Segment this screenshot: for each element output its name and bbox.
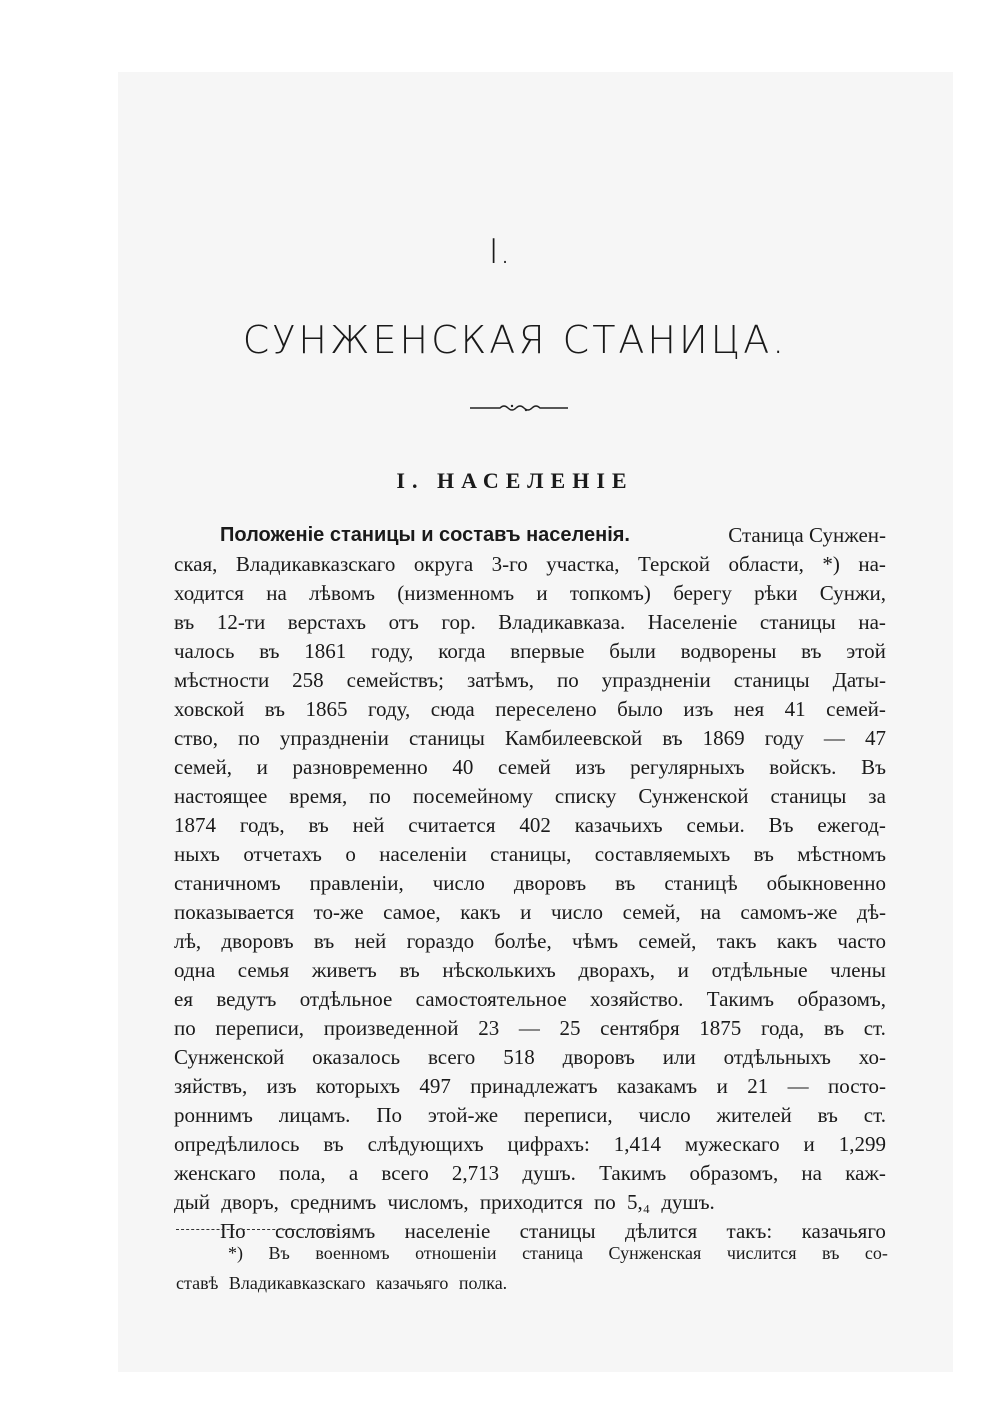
word: 2,713 xyxy=(451,1161,500,1185)
word: въ xyxy=(264,697,285,721)
word: Такимъ xyxy=(706,987,774,1011)
word: станицы xyxy=(408,726,485,750)
word: ство, xyxy=(174,726,219,750)
text-line xyxy=(174,956,886,985)
word: семей, xyxy=(638,929,697,953)
word: 40 xyxy=(452,755,474,779)
word: произведенной xyxy=(323,1016,459,1040)
word: Сунженской xyxy=(638,784,749,808)
word: дѣлится xyxy=(624,1219,698,1243)
word: по xyxy=(174,1016,196,1040)
word: и xyxy=(716,1074,728,1098)
word: посемейному xyxy=(412,784,533,808)
word: мужескаго xyxy=(684,1132,780,1156)
word: станицы, xyxy=(490,842,572,866)
text-line xyxy=(174,1130,886,1159)
word: числится xyxy=(726,1243,797,1263)
word: число xyxy=(550,900,604,924)
word: сословіямъ xyxy=(275,1219,376,1243)
word: ея xyxy=(174,987,193,1011)
word: какъ xyxy=(460,900,501,924)
word: 1865 xyxy=(305,697,348,721)
word: жителей xyxy=(716,1103,792,1127)
word: семействъ; xyxy=(346,668,444,692)
word: члены xyxy=(830,958,886,982)
word: настоящее xyxy=(174,784,268,808)
body-text xyxy=(174,521,886,1246)
word: семей, xyxy=(174,755,232,779)
word: женскаго xyxy=(174,1161,256,1185)
text-line xyxy=(174,550,886,579)
word: Въ xyxy=(861,755,886,779)
word: дворовъ xyxy=(562,1045,635,1069)
text-line xyxy=(174,695,886,724)
word: 12-ти xyxy=(216,610,266,634)
word: 518 xyxy=(503,1045,535,1069)
word: По xyxy=(376,1103,402,1127)
word: станицы xyxy=(519,1219,596,1243)
word: роннимъ xyxy=(174,1103,253,1127)
word: гораздо xyxy=(406,929,475,953)
word: на- xyxy=(858,552,886,576)
word: живетъ xyxy=(311,958,377,982)
word: отчетахъ xyxy=(243,842,322,866)
word: дворовъ xyxy=(513,871,587,895)
word: въ xyxy=(399,958,420,982)
word: и xyxy=(677,958,689,982)
word: Населеніе xyxy=(647,610,738,634)
subheading: Положеніе станицы и составъ населенія. xyxy=(220,524,630,546)
word: когда xyxy=(438,639,486,663)
word: станичномъ xyxy=(174,871,281,895)
text-line xyxy=(174,985,886,1014)
word: показывается xyxy=(174,900,295,924)
word: на xyxy=(700,900,721,924)
word: — xyxy=(823,726,845,750)
text-line xyxy=(174,579,886,608)
text-line xyxy=(174,608,886,637)
word: станица xyxy=(522,1243,584,1263)
word: сентября xyxy=(600,1016,680,1040)
word: болѣе, xyxy=(494,929,552,953)
ornament-divider xyxy=(470,401,568,415)
word: образомъ, xyxy=(797,987,886,1011)
word: отношеніи xyxy=(415,1243,497,1263)
word: лѣвомъ xyxy=(309,581,375,605)
word: станицы xyxy=(759,610,836,634)
text-line xyxy=(174,869,886,898)
word: то-же xyxy=(313,900,364,924)
word: рѣки xyxy=(754,581,798,605)
word: упраздненіи xyxy=(279,726,389,750)
word: изъ xyxy=(683,697,714,721)
text-line: дый дворъ, среднимъ числомъ, приходится по 5,₄ душъ. xyxy=(174,1190,715,1214)
text-line xyxy=(174,927,886,956)
footnote-line: ставѣ Владикавказскаго казачьяго полка. xyxy=(176,1273,508,1293)
text-line xyxy=(174,521,886,550)
footnote-line xyxy=(176,1238,888,1268)
word: мѣстности xyxy=(174,668,270,692)
word: на xyxy=(266,581,287,605)
word: ст. xyxy=(863,1103,886,1127)
word: и xyxy=(520,900,532,924)
word: каж- xyxy=(845,1161,886,1185)
word: считается xyxy=(408,813,496,837)
word: станицы xyxy=(770,784,847,808)
word: станицы xyxy=(733,668,810,692)
text-line xyxy=(174,637,886,666)
text-line xyxy=(174,1159,886,1188)
word: были xyxy=(609,639,656,663)
word: 1,299 xyxy=(838,1132,886,1156)
word: Сунжи, xyxy=(819,581,886,605)
word: въ xyxy=(323,1132,344,1156)
word: правленіи, xyxy=(309,871,404,895)
word: году, xyxy=(367,697,411,721)
word: году, xyxy=(371,639,414,663)
word: списку xyxy=(554,784,617,808)
word: 1,414 xyxy=(613,1132,661,1156)
word: въ xyxy=(662,726,683,750)
word: и xyxy=(256,755,268,779)
word: 47 xyxy=(864,726,886,750)
word: зяйствъ, xyxy=(174,1074,248,1098)
word: топкомъ) xyxy=(569,581,651,605)
word: и xyxy=(536,581,548,605)
word: хозяйство. xyxy=(590,987,684,1011)
word: отъ xyxy=(388,610,419,634)
word: ежегод- xyxy=(817,813,886,837)
word: образомъ, xyxy=(689,1161,779,1185)
word: семей, xyxy=(622,900,681,924)
word: самое, xyxy=(383,900,441,924)
word: ведутъ xyxy=(216,987,277,1011)
word: по xyxy=(556,668,579,692)
word: лѣ, xyxy=(174,929,202,953)
text-line xyxy=(174,840,886,869)
word: семей- xyxy=(826,697,886,721)
section-heading: I. НАСЕЛЕНІЕ xyxy=(396,468,634,493)
word: въ xyxy=(823,1016,845,1040)
word: лицамъ. xyxy=(278,1103,351,1127)
word: 402 xyxy=(519,813,551,837)
word: на- xyxy=(858,610,886,634)
word: отдѣльные xyxy=(711,958,808,982)
word: По xyxy=(220,1219,246,1243)
text-line xyxy=(174,782,886,811)
word: войскъ. xyxy=(769,755,837,779)
word: составляемыхъ xyxy=(594,842,731,866)
text-line xyxy=(174,1101,886,1130)
word: чѣмъ xyxy=(572,929,619,953)
word: слѣдующихъ xyxy=(367,1132,484,1156)
word: года, xyxy=(760,1016,805,1040)
word: дворовъ xyxy=(221,929,294,953)
word: ныхъ xyxy=(174,842,220,866)
word: (низменномъ xyxy=(397,581,515,605)
word: переписи, xyxy=(523,1103,613,1127)
word: оказалось xyxy=(312,1045,401,1069)
word: берегу xyxy=(673,581,732,605)
word: а xyxy=(348,1161,359,1185)
word: нея xyxy=(733,697,765,721)
word: переписи, xyxy=(215,1016,305,1040)
word: 21 xyxy=(747,1074,769,1098)
word: число xyxy=(638,1103,691,1127)
word: время, xyxy=(289,784,348,808)
word: принадлежатъ xyxy=(470,1074,598,1098)
word: 41 xyxy=(784,697,806,721)
text-line-content: Станица Сунжен- xyxy=(728,523,886,547)
word: мѣстномъ xyxy=(797,842,886,866)
word: ховской xyxy=(174,697,245,721)
word: Сунженская xyxy=(608,1243,702,1263)
word: хо- xyxy=(858,1045,886,1069)
word: ней xyxy=(354,929,387,953)
text-line xyxy=(174,753,886,782)
word: всего xyxy=(427,1045,476,1069)
word: 1874 xyxy=(174,813,216,837)
word: этой xyxy=(846,639,886,663)
word: въ xyxy=(822,1243,840,1263)
word: дворахъ, xyxy=(578,958,656,982)
text-line xyxy=(174,666,886,695)
word: Камбилеевской xyxy=(504,726,643,750)
word: пола, xyxy=(279,1161,326,1185)
word: и xyxy=(803,1132,815,1156)
word: казачьихъ xyxy=(574,813,663,837)
word: населеніи xyxy=(379,842,467,866)
word: 1869 xyxy=(702,726,745,750)
text-line xyxy=(174,898,886,927)
word: участка, xyxy=(546,552,620,576)
word: изъ xyxy=(266,1074,297,1098)
word: 258 xyxy=(292,668,324,692)
text-line xyxy=(174,811,886,840)
word: въ xyxy=(308,813,329,837)
text-line xyxy=(174,724,886,753)
word: Владикавказскаго xyxy=(235,552,396,576)
word: 23 xyxy=(478,1016,500,1040)
word: *) xyxy=(228,1243,243,1263)
word: въ xyxy=(313,929,335,953)
word: изъ xyxy=(575,755,606,779)
word: со- xyxy=(864,1243,888,1263)
word: впервые xyxy=(510,639,585,663)
word: 3-го xyxy=(491,552,528,576)
word: чалось xyxy=(174,639,235,663)
word: Въ xyxy=(268,1243,290,1263)
word: Даты- xyxy=(832,668,886,692)
word: цифрахъ: xyxy=(507,1132,590,1156)
word: часто xyxy=(837,929,886,953)
word: по xyxy=(369,784,391,808)
word: въ xyxy=(817,1103,838,1127)
text-line xyxy=(174,1072,886,1101)
footnote xyxy=(176,1238,888,1298)
word: области, xyxy=(728,552,804,576)
word: семья xyxy=(237,958,290,982)
word: опредѣлилось xyxy=(174,1132,300,1156)
word: верстахъ xyxy=(287,610,367,634)
text-line xyxy=(174,1014,886,1043)
word: въ xyxy=(174,610,195,634)
word: затѣмъ, xyxy=(466,668,534,692)
word: по xyxy=(238,726,260,750)
word: дѣ- xyxy=(856,900,886,924)
word: нѣсколькихъ xyxy=(442,958,556,982)
word: 1861 xyxy=(304,639,347,663)
word: о xyxy=(345,842,356,866)
word: 1875 xyxy=(699,1016,742,1040)
word: ская, xyxy=(174,552,218,576)
word: въ xyxy=(259,639,280,663)
word: семьи. xyxy=(686,813,745,837)
word: на xyxy=(801,1161,822,1185)
word: Сунженской xyxy=(174,1045,285,1069)
chapter-title: СУНЖЕНСКАЯ СТАНИЦА. xyxy=(242,318,788,362)
word: какъ xyxy=(776,929,818,953)
word: 25 xyxy=(559,1016,581,1040)
word: разновременно xyxy=(292,755,428,779)
word: водворены xyxy=(680,639,777,663)
word: семей xyxy=(498,755,551,779)
word: одна xyxy=(174,958,216,982)
word: въ xyxy=(615,871,636,895)
word: за xyxy=(868,784,886,808)
word: гор. xyxy=(441,610,476,634)
word: — xyxy=(518,1016,540,1040)
word: самомъ-же xyxy=(740,900,838,924)
word: ходится xyxy=(174,581,244,605)
footnote-divider xyxy=(176,1229,336,1230)
word: *) xyxy=(822,552,840,576)
word: было xyxy=(617,697,663,721)
word: ст. xyxy=(863,1016,886,1040)
word: число xyxy=(432,871,485,895)
word: отдѣльное xyxy=(299,987,393,1011)
word: переселено xyxy=(495,697,597,721)
word: такъ xyxy=(716,929,757,953)
word: казакамъ xyxy=(616,1074,698,1098)
word: или xyxy=(662,1045,696,1069)
word: посто- xyxy=(827,1074,886,1098)
word: отдѣльныхъ xyxy=(723,1045,831,1069)
word: душъ. xyxy=(522,1161,576,1185)
word: годъ, xyxy=(239,813,285,837)
word: сюда xyxy=(430,697,475,721)
word: казачьяго xyxy=(801,1219,886,1243)
word: ней xyxy=(352,813,385,837)
word: регулярныхъ xyxy=(630,755,745,779)
word: Въ xyxy=(768,813,794,837)
word: Такимъ xyxy=(599,1161,667,1185)
word: всего xyxy=(381,1161,429,1185)
word: населеніе xyxy=(404,1219,491,1243)
word: военномъ xyxy=(315,1243,390,1263)
word: году xyxy=(764,726,804,750)
word: въ xyxy=(801,639,822,663)
word: въ xyxy=(753,842,774,866)
word: Владикавказа. xyxy=(498,610,626,634)
word: 497 xyxy=(419,1074,451,1098)
word: округа xyxy=(413,552,474,576)
chapter-number: I. xyxy=(488,232,512,272)
word: такъ: xyxy=(726,1219,773,1243)
word: этой-же xyxy=(427,1103,499,1127)
text-line xyxy=(174,1043,886,1072)
word: упраздненіи xyxy=(601,668,711,692)
word: станицѣ xyxy=(664,871,738,895)
word: которыхъ xyxy=(316,1074,400,1098)
word: самостоятельное xyxy=(415,987,567,1011)
word: Терской xyxy=(637,552,711,576)
word: — xyxy=(787,1074,809,1098)
word: обыкновенно xyxy=(766,871,886,895)
